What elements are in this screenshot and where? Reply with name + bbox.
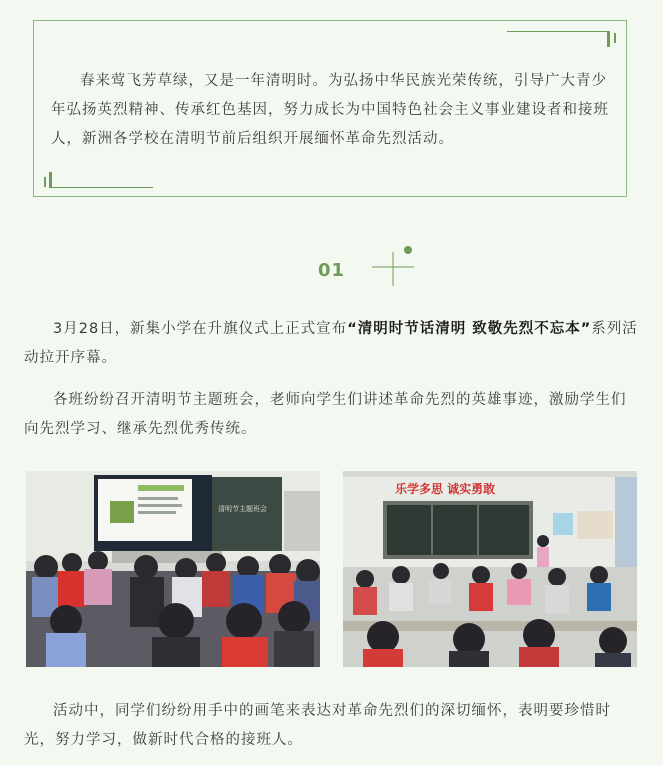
board-text: 清明节主题班会: [218, 505, 267, 513]
campaign-title: “清明时节话清明 致敬先烈不忘本”: [347, 321, 592, 337]
paragraph-1-tail: 系列活动拉开序幕。: [24, 321, 638, 366]
deco-bar-top-2: [614, 33, 616, 43]
paragraph-1: [24, 315, 640, 373]
deco-line-top: [507, 31, 610, 32]
deco-bar-bottom-1: [44, 177, 46, 187]
paragraph-2: 各班纷纷召开清明节主题班会，老师向学生们讲述革命先烈的英雄事迹，激励学生们向先烈学习、继承先烈优秀传统。: [24, 392, 627, 437]
deco-line-bottom: [49, 187, 153, 188]
deco-bar-top-1: [607, 31, 610, 47]
intro-text: 春来莺飞芳草绿，又是一年清明时。为弘扬中华民族光荣传统，引导广大青少年弘扬英烈精神、传承红色基因，努力成长为中国特色社会主义事业建设者和接班人，新洲各学校在清明节前后组织开展缅怀革命先烈活动。: [51, 73, 609, 147]
photo-classroom-banner: [343, 471, 637, 667]
intro-box: [33, 20, 627, 197]
paragraph-3: 活动中，同学们纷纷用手中的画笔来表达对革命先烈们的深切缅怀，表明要珍惜时光，努力学习，做新时代合格的接班人。: [24, 703, 611, 748]
photo-classroom-screen: [26, 471, 320, 667]
deco-bar-bottom-2: [49, 172, 52, 188]
crosshair-deco-icon: [368, 242, 418, 290]
paragraph-1-text: 3月28日，新集小学在升旗仪式上正式宣布: [53, 321, 348, 337]
banner-text: 乐学多思 诚实勇敢: [395, 482, 496, 496]
section-number: 01: [318, 260, 346, 281]
